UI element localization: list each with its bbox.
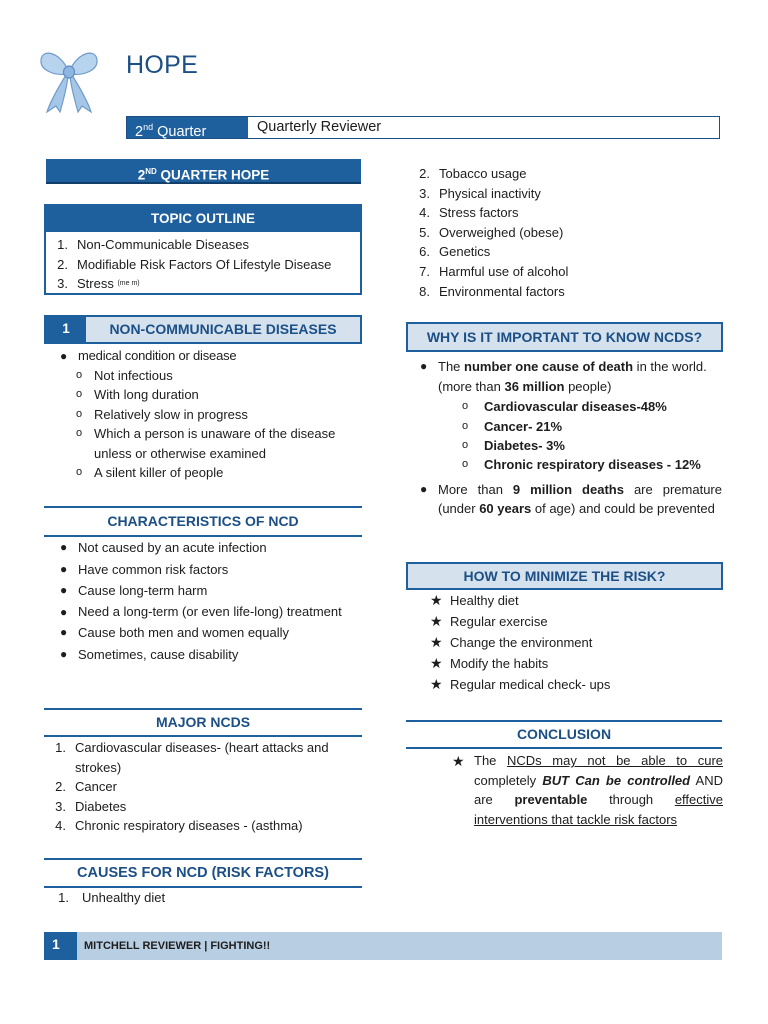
- conclusion-heading: CONCLUSION: [406, 720, 722, 749]
- ncd-section-number: 1: [46, 317, 86, 342]
- list-item: o Chronic respiratory diseases - 12%: [462, 457, 701, 473]
- bow-icon: [38, 46, 100, 114]
- ncd-banner: [44, 315, 362, 344]
- conclusion-content: [452, 751, 723, 829]
- major-ncds-list: [44, 738, 344, 836]
- list-item: ● Not caused by an acute infection: [60, 540, 267, 555]
- causes-list-continued: [408, 164, 708, 301]
- topic-outline-heading: TOPIC OUTLINE: [46, 206, 360, 232]
- ncd-heading: NON-COMMUNICABLE DISEASES: [109, 321, 337, 337]
- list-item: ● Cause long-term harm: [60, 583, 208, 599]
- list-item: 4. Stress factors: [419, 205, 519, 221]
- list-item: ● Sometimes, cause disability: [60, 646, 239, 662]
- why-content: [420, 357, 722, 519]
- conclusion-text: The NCDs may not be able to cure completely BUT Can be controlled AND are preventable through effective interventions that tackle risk factors: [474, 753, 724, 827]
- list-item: 6. Genetics: [419, 244, 491, 260]
- topic-outline-list: [46, 235, 360, 294]
- list-item: o With long duration: [76, 387, 199, 403]
- list-item: ★ Modify the habits: [430, 653, 720, 674]
- list-item: ● Have common risk factors: [60, 561, 229, 577]
- list-item: 5. Overweighed (obese): [419, 224, 564, 240]
- list-item: 1. Unhealthy diet: [58, 890, 166, 905]
- characteristics-heading: CHARACTERISTICS OF NCD: [44, 506, 362, 537]
- list-item: ● Need a long-term (or even life-long) treatment: [60, 604, 342, 620]
- list-item: 7. Harmful use of alcohol: [419, 263, 569, 279]
- list-item: o Diabetes- 3%: [462, 438, 565, 453]
- why-stats: [462, 397, 722, 475]
- list-item: 3. Diabetes: [55, 798, 127, 814]
- ncd-content: [60, 346, 365, 482]
- why-heading: WHY IS IT IMPORTANT TO KNOW NCDS?: [406, 322, 723, 352]
- minimize-list: [430, 590, 720, 695]
- list-item: ● Cause both men and women equally: [60, 625, 290, 641]
- list-item: ★ Regular medical check- ups: [430, 674, 720, 695]
- footer: [44, 932, 722, 960]
- characteristics-list: [60, 537, 362, 666]
- list-item: o Relatively slow in progress: [76, 406, 248, 422]
- ncd-sublist: [76, 366, 365, 482]
- page-title: HOPE: [126, 51, 199, 79]
- minimize-heading: HOW TO MINIMIZE THE RISK?: [406, 562, 723, 590]
- list-item: o Which a person is unaware of the disease unless or otherwise examined: [76, 426, 336, 461]
- topic-outline-box: [44, 204, 362, 295]
- list-item: o Not infectious: [76, 368, 173, 383]
- why-paragraph-1: ● The number one cause of death in the world. (more than 36 million people): [420, 359, 707, 394]
- page-number: 1: [44, 932, 77, 960]
- list-item: 1. Non-Communicable Diseases: [57, 237, 249, 252]
- list-item: ★ Change the environment: [430, 632, 720, 653]
- star-icon: ★: [430, 676, 443, 692]
- list-item: 2. Modifiable Risk Factors Of Lifestyle Disease: [57, 256, 332, 272]
- star-icon: ★: [430, 655, 443, 671]
- star-icon: ★: [430, 634, 443, 650]
- quarter-value: Quarterly Reviewer: [257, 119, 382, 135]
- footer-text: MITCHELL REVIEWER | FIGHTING!!: [84, 940, 271, 952]
- main-banner: 2ND QUARTER HOPE: [46, 159, 361, 184]
- list-item: 2. Tobacco usage: [419, 166, 527, 181]
- list-item: 2. Cancer: [55, 779, 117, 795]
- list-item: ★ Healthy diet: [430, 590, 720, 611]
- list-item: 1. Cardiovascular diseases- (heart attacks and strokes): [55, 740, 329, 775]
- list-item: o Cardiovascular diseases-48%: [462, 399, 667, 415]
- ncd-lead: ● medical condition or disease: [60, 348, 237, 363]
- causes-heading: CAUSES FOR NCD (RISK FACTORS): [44, 858, 362, 888]
- list-item: 8. Environmental factors: [419, 283, 565, 299]
- major-ncds-heading: MAJOR NCDS: [44, 708, 362, 737]
- star-icon: ★: [430, 613, 443, 629]
- quarter-label: 2nd Quarter: [127, 117, 248, 138]
- list-item: o A silent killer of people: [76, 465, 224, 481]
- list-item: 3. Stress (me m): [57, 276, 140, 292]
- why-paragraph-2: ● More than 9 million deaths are premature (under 60 years of age) and could be prevented: [420, 481, 722, 517]
- list-item: o Cancer- 21%: [462, 418, 563, 434]
- star-icon: ★: [452, 753, 465, 769]
- list-item: ★ Regular exercise: [430, 611, 720, 632]
- list-item: 4. Chronic respiratory diseases - (asthma): [55, 818, 303, 834]
- causes-list: [44, 888, 344, 908]
- list-item: 3. Physical inactivity: [419, 185, 541, 201]
- quarter-bar: [126, 116, 720, 139]
- star-icon: ★: [430, 592, 443, 608]
